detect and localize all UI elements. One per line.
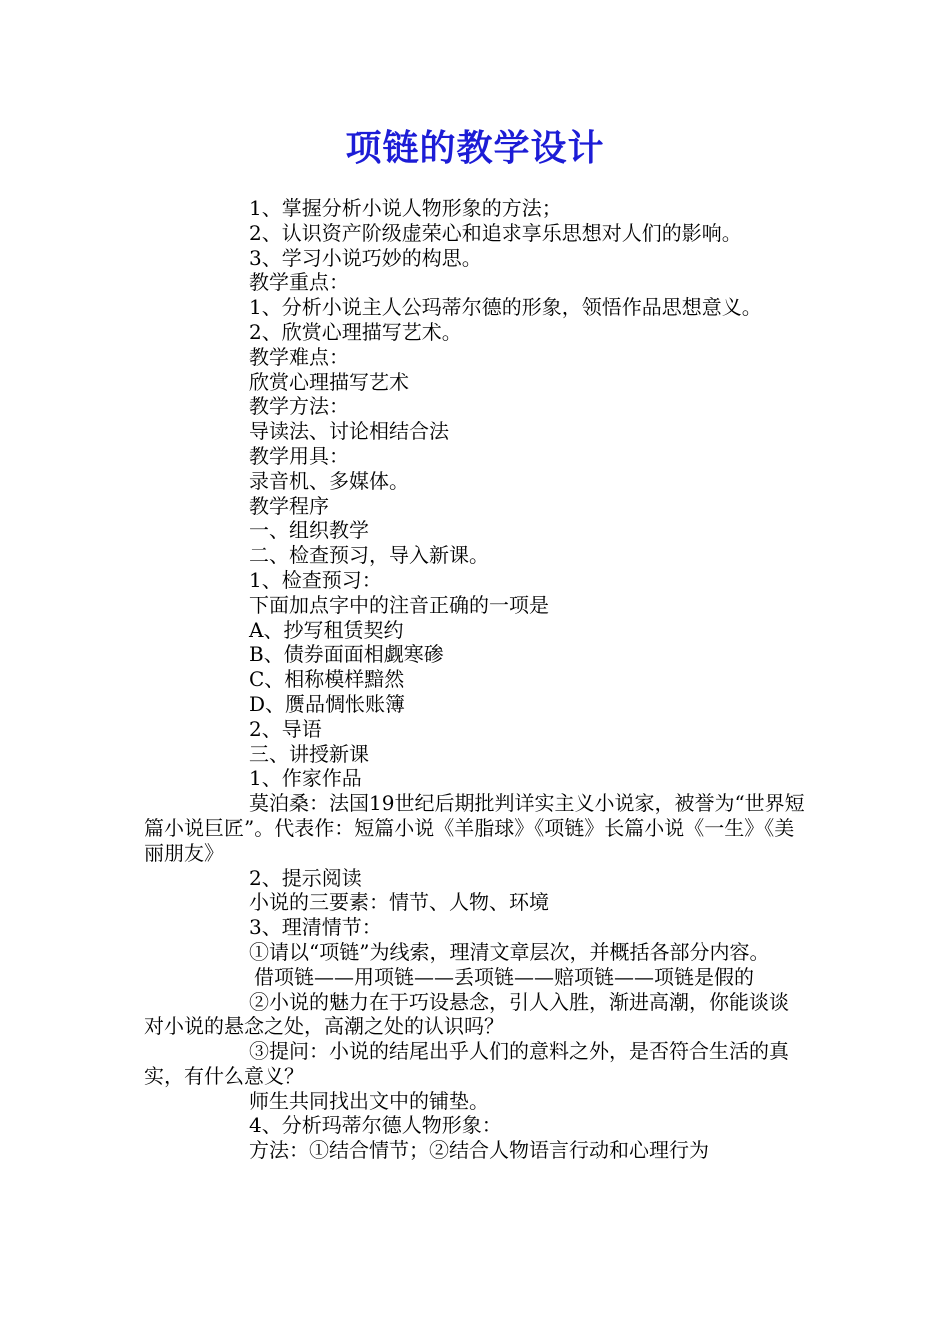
text-line: 师生共同找出文中的铺垫。 (249, 1088, 489, 1113)
text-line: 一、组织教学 (249, 518, 369, 543)
text-line: 1、分析小说主人公玛蒂尔德的形象，领悟作品思想意义。 (249, 295, 762, 320)
text-line: 3、学习小说巧妙的构思。 (249, 245, 482, 270)
text-line: 3、理清情节： (249, 915, 382, 940)
text-line: 1、掌握分析小说人物形象的方法； (249, 196, 562, 220)
option-d: D、赝品惆怅账簿 (249, 691, 406, 716)
section-heading-methods: 教学方法： (249, 394, 349, 419)
text-line: 2、认识资产阶级虚荣心和追求享乐思想对人们的影响。 (249, 220, 742, 245)
question-paragraph: ②小说的魅力在于巧设悬念，引人入胜，渐进高潮，你能谈谈对小说的悬念之处，高潮之处的认识吗？ (144, 989, 789, 1039)
text-line: 录音机、多媒体。 (249, 468, 409, 493)
text-line: 下面加点字中的注音正确的一项是 (249, 592, 549, 617)
text-line: 小说的三要素：情节、人物、环境 (249, 890, 549, 915)
section-heading-key-points: 教学重点： (249, 270, 349, 295)
text-line: 导读法、讨论相结合法 (249, 419, 449, 444)
option-a: A、抄写租赁契约 (249, 617, 404, 642)
document-title: 项链的教学设计 (345, 128, 605, 169)
question-paragraph: ③提问：小说的结尾出乎人们的意料之外，是否符合生活的真实，有什么意义？ (144, 1039, 789, 1088)
text-line: 欣赏心理描写艺术 (249, 369, 409, 394)
text-line: 2、欣赏心理描写艺术。 (249, 319, 462, 344)
option-b: B、债券面面相觑寒碜 (249, 642, 444, 667)
text-line: 4、分析玛蒂尔德人物形象： (249, 1113, 502, 1138)
section-heading-tools: 教学用具： (249, 443, 349, 468)
text-line: 1、检查预习： (249, 567, 382, 592)
option-c: C、相称模样黯然 (249, 667, 405, 692)
text-line: 2、导语 (249, 716, 322, 741)
section-heading-difficulties: 教学难点： (249, 344, 349, 369)
text-line: 二、检查预习，导入新课。 (249, 543, 489, 568)
plot-paragraph: 借项链——用项链——丢项链——赔项链——项链是假的 (254, 964, 754, 989)
text-line: 2、提示阅读 (249, 865, 362, 890)
author-paragraph: 莫泊桑：法国19世纪后期批判详实主义小说家，被誉为“世界短篇小说巨匠”。代表作：短篇小说《羊脂球》《项链》长篇小说《一生》《美丽朋友》 (144, 791, 805, 865)
text-line: 1、作家作品 (249, 766, 362, 791)
question-paragraph: ①请以“项链”为线索，理清文章层次，并概括各部分内容。 (249, 939, 770, 964)
document-body (144, 196, 808, 1163)
text-line: 方法：①结合情节；②结合人物语言行动和心理行为 (249, 1138, 709, 1163)
section-heading-procedure: 教学程序 (249, 493, 329, 518)
text-line: 三、讲授新课 (249, 741, 369, 766)
